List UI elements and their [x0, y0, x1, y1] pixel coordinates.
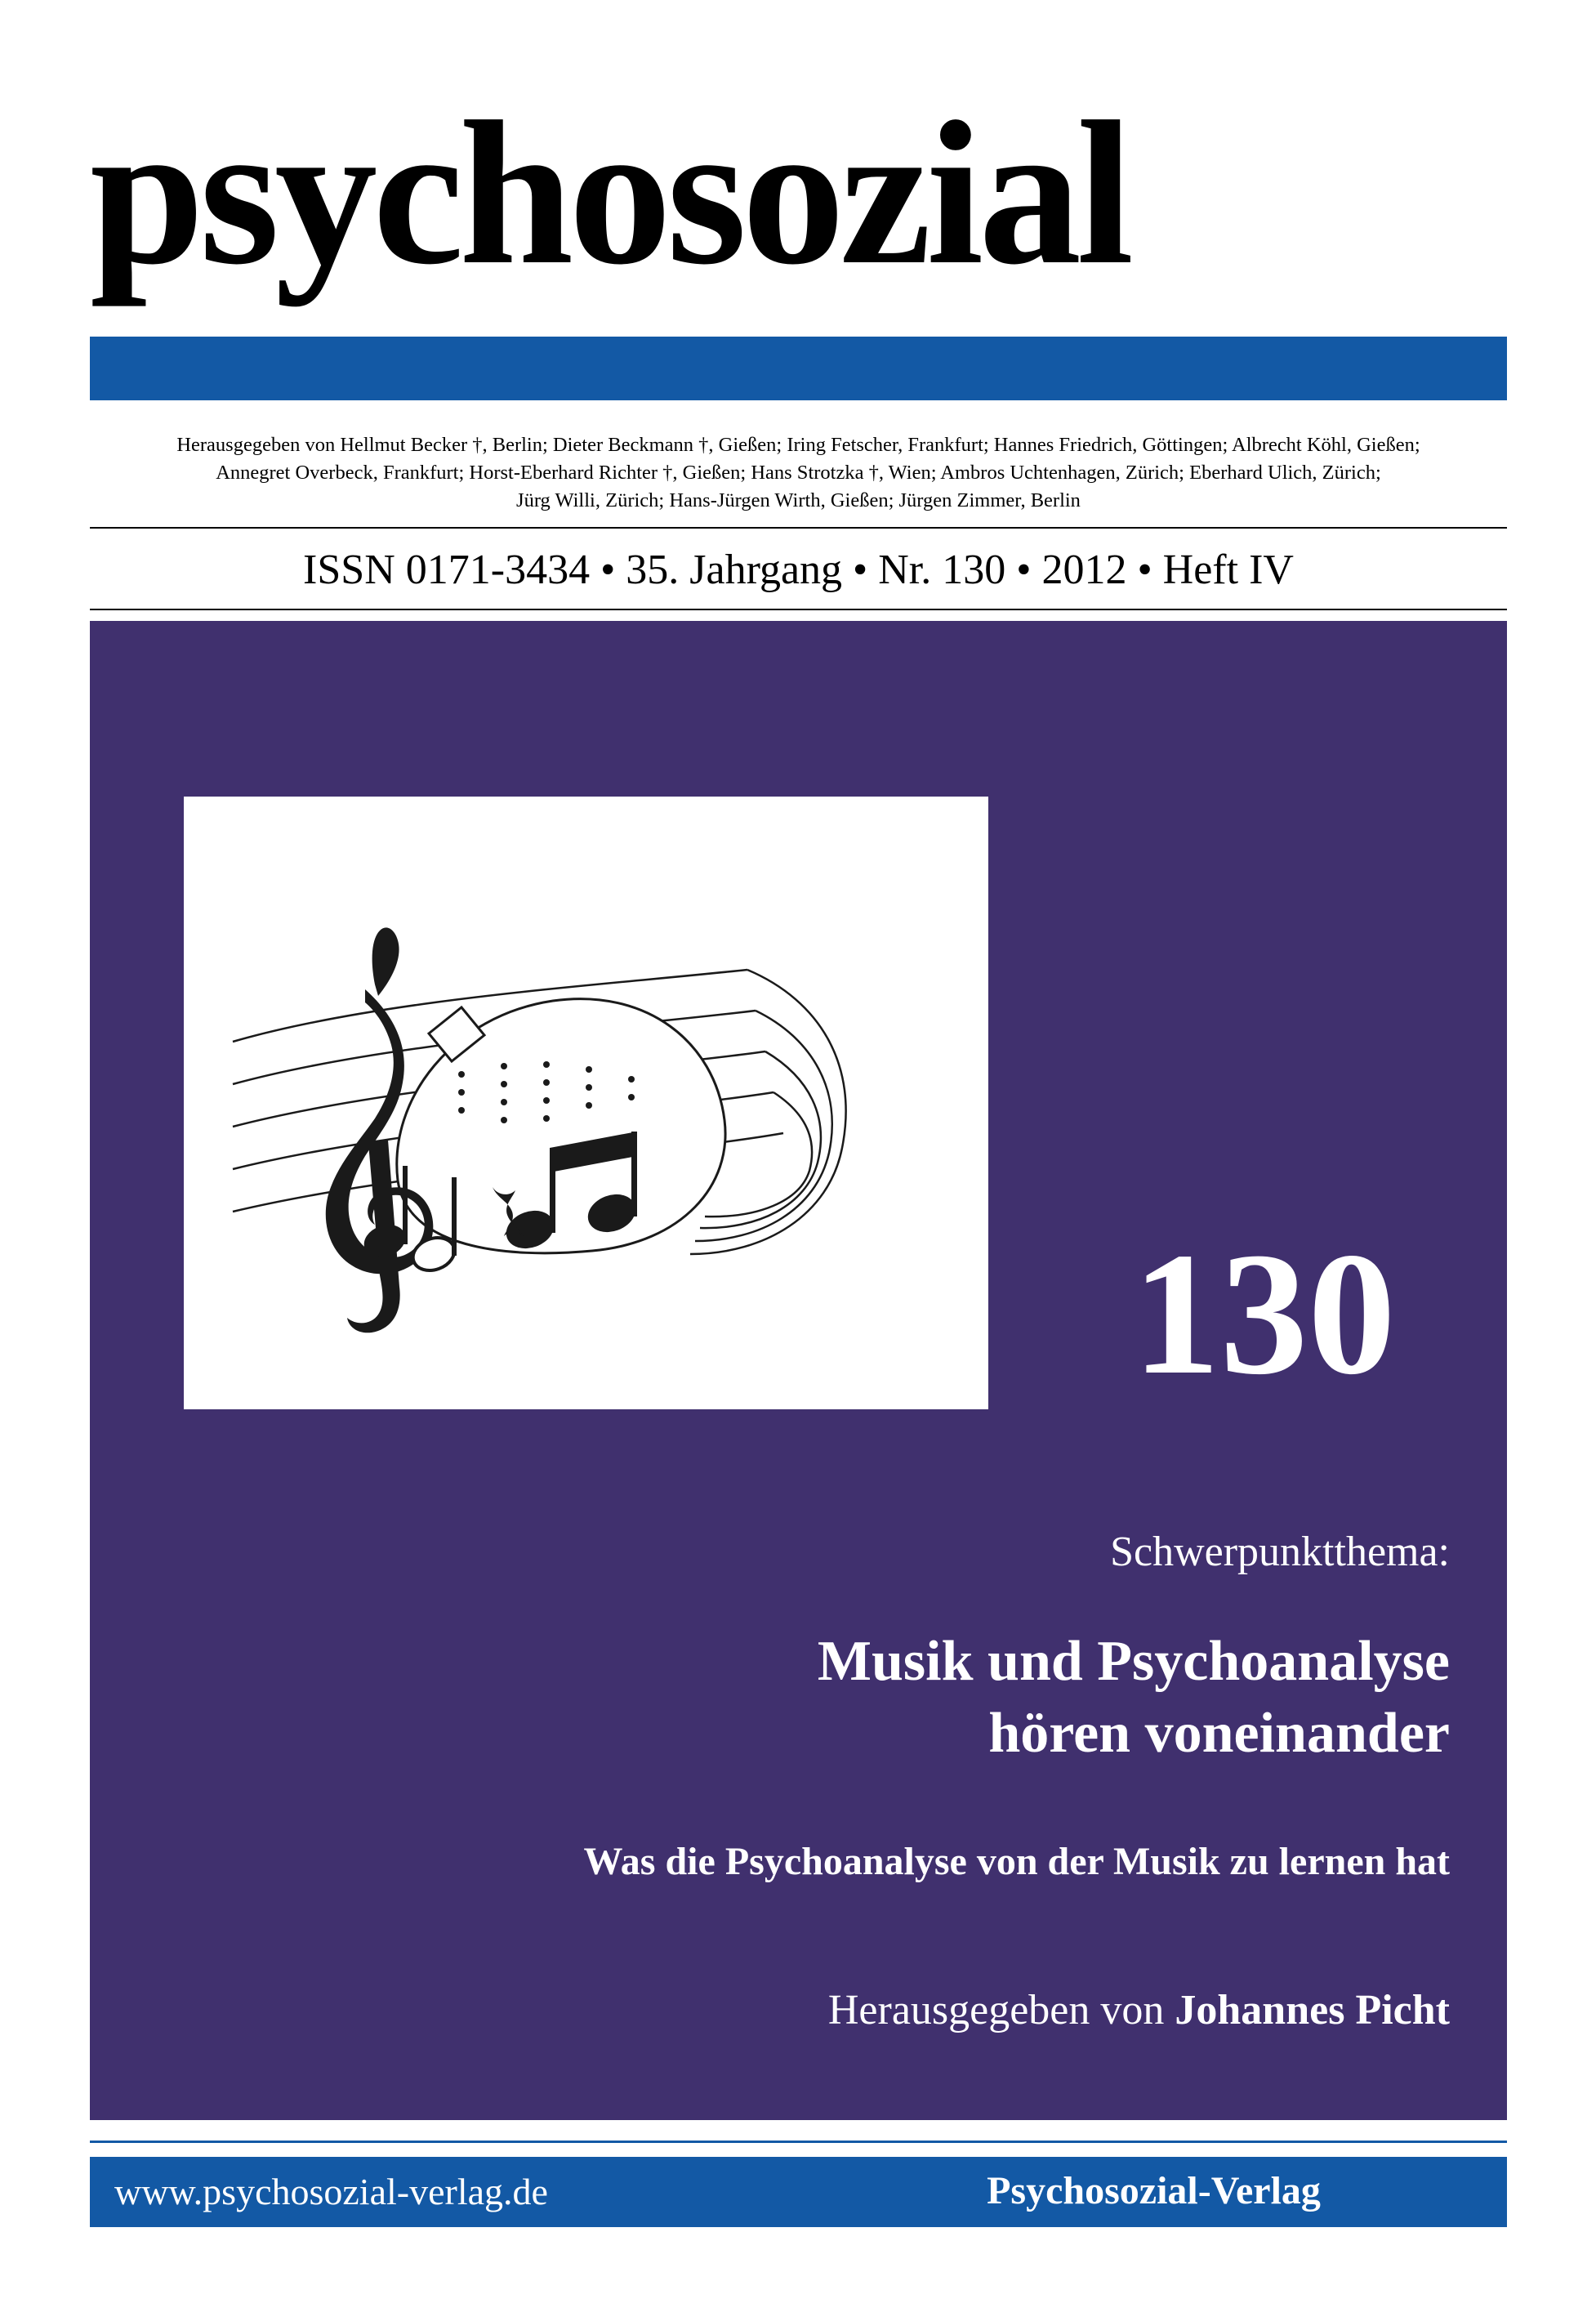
editors-line-3: Jürg Willi, Zürich; Hans-Jürgen Wirth, Gießen; Jürgen Zimmer, Berlin	[516, 489, 1081, 511]
cover-subtitle: Was die Psychoanalyse von der Musik zu lernen hat	[583, 1840, 1450, 1883]
masthead	[90, 78, 1507, 343]
publisher-name: Psychosozial-Verlag	[987, 2169, 1321, 2212]
cover-title-line-1: Musik und Psychoanalyse	[817, 1630, 1450, 1693]
masthead-blue-bar	[90, 337, 1507, 400]
editors-block	[90, 431, 1507, 515]
cover-title-line-2: hören voneinander	[988, 1702, 1450, 1765]
divider-bottom	[90, 609, 1507, 610]
volume-editor	[245, 1985, 1450, 2036]
focus-theme-label: Schwerpunktthema:	[1110, 1529, 1450, 1575]
issue-number: 130	[1132, 1216, 1396, 1411]
editors-line-1: Herausgegeben von Hellmut Becker †, Berlin; Dieter Beckmann †, Gießen; Iring Fetscher, Frankfurt; Hannes Friedrich, Göttingen; Albrecht Köhl, Gießen;	[176, 434, 1420, 456]
cover-title	[204, 1626, 1450, 1770]
editors-line-2: Annegret Overbeck, Frankfurt; Horst-Eberhard Richter †, Gießen; Hans Strotzka †, Wien; Ambros Uchtenhagen, Zürich; Eberhard Ulich, Zürich;	[216, 462, 1381, 484]
volume-editor-prefix: Herausgegeben von	[827, 1987, 1175, 2033]
issue-info-line: ISSN 0171-3434 • 35. Jahrgang • Nr. 130 • 2012 • Heft IV	[303, 547, 1294, 593]
music-notes-illustration	[184, 797, 988, 1409]
footer-divider	[90, 2141, 1507, 2143]
publisher-website[interactable]: www.psychosozial-verlag.de	[114, 2171, 548, 2212]
volume-editor-name: Johannes Picht	[1175, 1987, 1450, 2033]
journal-title: psychosozial	[90, 78, 1130, 307]
divider-top	[90, 527, 1507, 529]
